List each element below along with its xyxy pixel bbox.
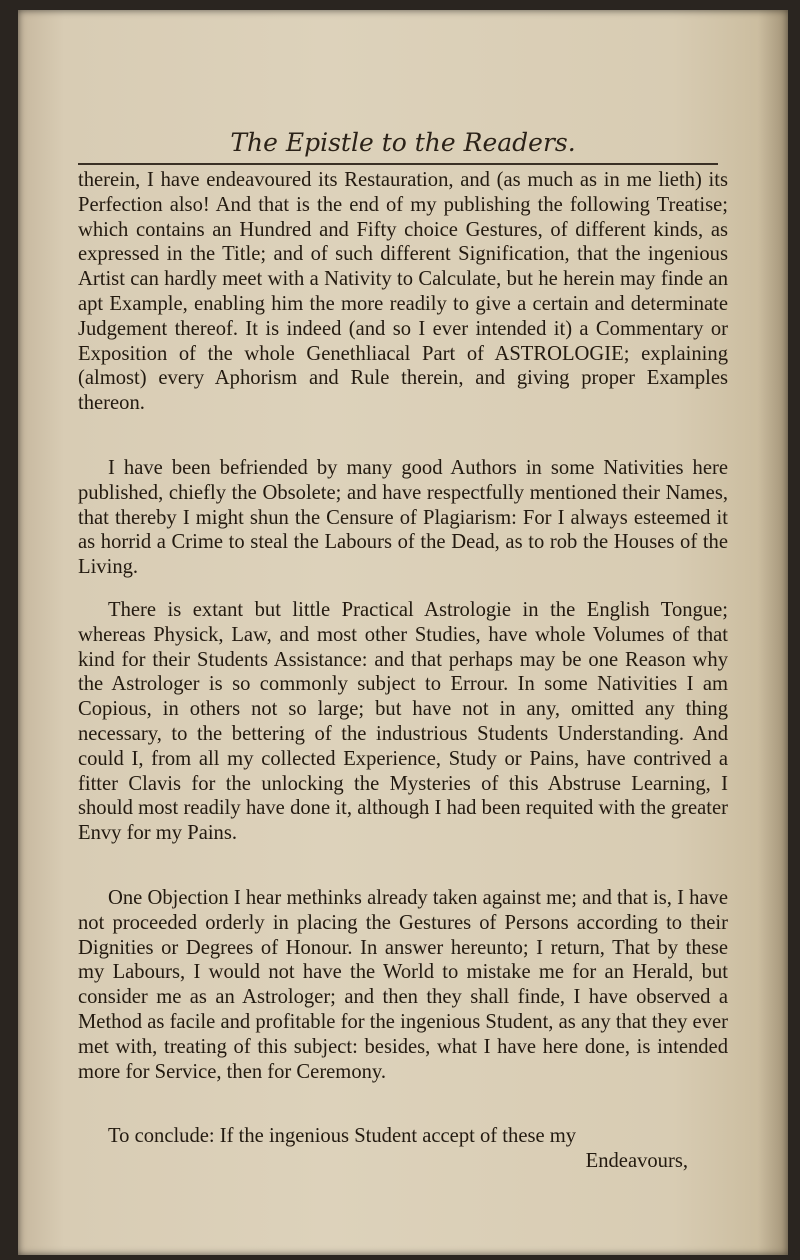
paragraph-1: therein, I have endeavoured its Restauration, and (as much as in me lieth) its Perfection also! And that is the end of my publishing the following Treatise; which contains an Hundred and Fifty choice Gestures, of different kinds, as expressed in the Title; and of such different Signification, that the ingenious Artist can hardly meet with a Nativity to Calculate, but he herein may finde an apt Example, enabling him the more readily to give a certain and determinate Judgement thereof. It is indeed (and so I ever intended it) a Commentary or Exposition of the whole Genethliacal Part of ASTROLOGIE; explaining (almost) every Aphorism and Rule therein, and giving proper Examples thereon. — [78, 169, 728, 415]
paragraph-5: To conclude: If the ingenious Student accept of these my — [108, 1125, 577, 1148]
paragraph-4: One Objection I hear methinks already taken against me; and that is, I have not proceeded orderly in placing the Gestures of Persons according to their Dignities or Degrees of Honour. In answer hereunto; I return, That by these my Labours, I would not have the World to mistake me for an Herald, but consider me as an Astrologer; and then they shall finde, I have observed a Method as facile and profitable for the ingenious Student, as any that they ever met with, treating of this subject: besides, what I have here done, is intended more for Service, then for Ceremony. — [78, 886, 728, 1083]
page-gutter-shadow — [758, 10, 788, 1255]
paragraph-3: There is extant but little Practical Astrologie in the English Tongue; whereas Physick, Law, and most other Studies, have whole Volumes of that kind for their Students Assistance: and that perhaps may be one Reason why the Astrologer is so commonly subject to Errour. In some Nativities I am Copious, in others not so large; but have not in any, omitted any thing necessary, to the bettering of the industrious Students Understanding. And could I, from all my collected Experience, Study or Pains, have contrived a fitter Clavis for the unlocking the Mysteries of this Abstruse Learning, I should most readily have done it, although I had been requited with the greater Envy for my Pains. — [78, 598, 728, 845]
book-page — [18, 10, 788, 1255]
body-text — [78, 168, 728, 1174]
catchword: Endeavours, — [585, 1150, 688, 1173]
header-rule — [78, 163, 718, 165]
paragraph-2: I have been befriended by many good Authors in some Nativities here published, chiefly the Obsolete; and have respectfully mentioned their Names, that thereby I might shun the Censure of Plagiarism: For I always esteemed it as horrid a Crime to steal the Labours of the Dead, as to rob the Houses of the Living. — [78, 456, 728, 579]
running-header: The Epistle to the Readers. — [230, 128, 576, 157]
